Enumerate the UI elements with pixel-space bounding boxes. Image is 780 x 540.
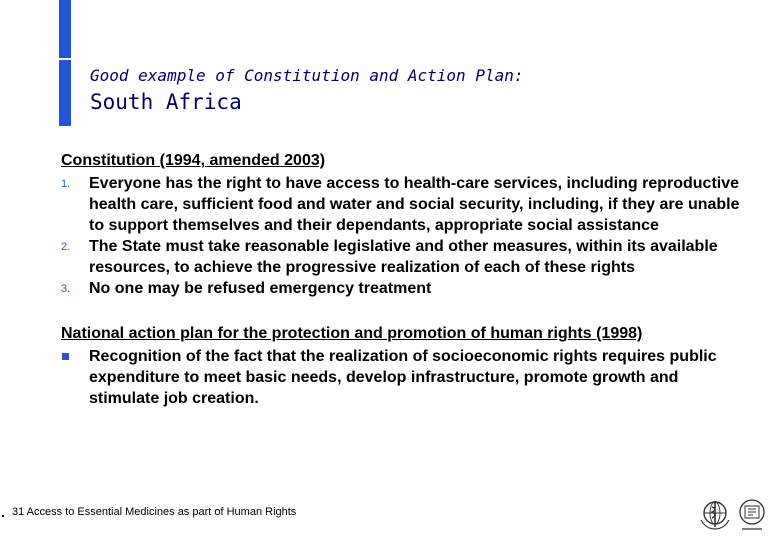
list-item-text: No one may be refused emergency treatment: [89, 280, 432, 297]
list-number: 1.: [61, 178, 71, 190]
list-item: [61, 278, 741, 299]
list-item-text: The State must take reasonable legislative and other measures, within its available resources, to achieve the progressive realization of each of these rights: [89, 238, 718, 276]
slide-subtitle: Good example of Constitution and Action Plan:: [90, 66, 524, 85]
accent-bar-bottom: [59, 60, 71, 126]
slide-marker-dot: [2, 515, 4, 517]
list-item: [61, 236, 741, 278]
footer-text: 31 Access to Essential Medicines as part of Human Rights: [12, 506, 297, 518]
list-item-text: Recognition of the fact that the realization of socioeconomic rights requires public expenditure to meet basic needs, develop infrastructure, promote growth and stimulate job creation.: [89, 348, 717, 407]
accent-bar-top: [59, 0, 71, 58]
list-item: [61, 346, 741, 409]
action-plan-heading: National action plan for the protection and promotion of human rights (1998): [61, 325, 643, 342]
list-number: 3.: [61, 283, 71, 295]
slide-title: South Africa: [90, 90, 242, 114]
action-plan-list: [61, 346, 741, 409]
slide-content: [61, 150, 741, 409]
partner-logo-icon: [737, 498, 767, 532]
list-number: 2.: [61, 241, 71, 253]
constitution-list: [61, 173, 741, 299]
action-plan-section: [61, 323, 741, 409]
list-item-text: Everyone has the right to have access to health-care services, including reproductive health care, sufficient food and water and social security, including, if they are unable to support themselves and their dependants, appropriate social assistance: [89, 175, 740, 234]
constitution-heading: Constitution (1994, amended 2003): [61, 152, 326, 169]
who-emblem-icon: [698, 498, 732, 532]
list-item: [61, 173, 741, 236]
square-bullet-icon: [62, 353, 69, 360]
